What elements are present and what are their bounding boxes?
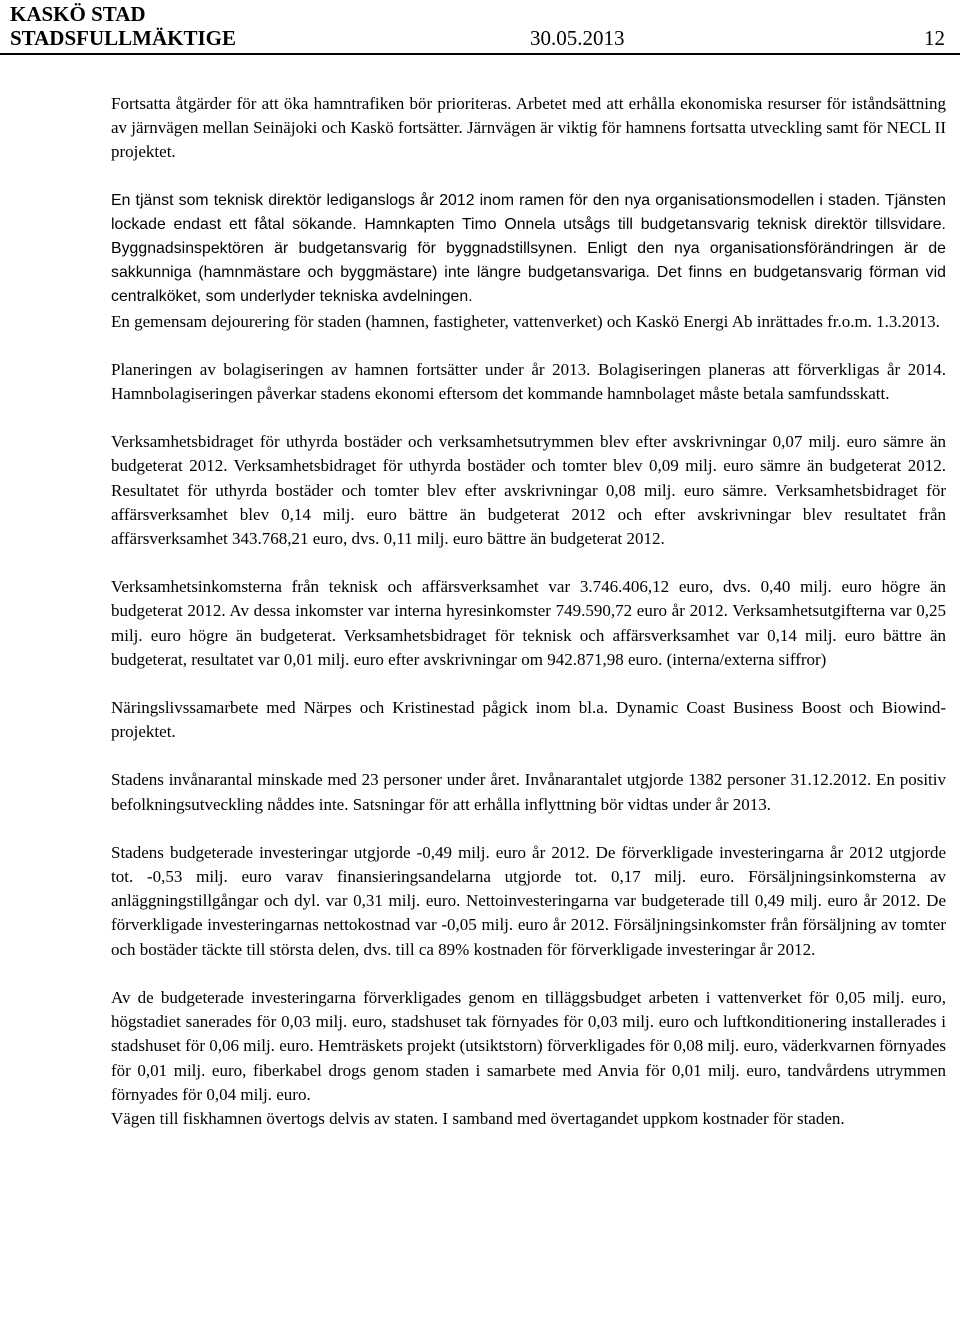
paragraph-port-incorporation: Planeringen av bolagiseringen av hamnen fortsätter under år 2013. Bolagiseringen planeras att förverkligas år 2014. Hamnbolagiseringen påverkar stadens ekonomi eftersom det kommande hamnbolaget måste betala samfundsskatt. xyxy=(111,359,946,404)
paragraph-fishing-port-road: Vägen till fiskhamnen övertogs delvis av staten. I samband med övertagandet uppkom kostnader för staden. xyxy=(111,1108,845,1128)
page-number: 12 xyxy=(924,26,945,50)
document-title: KASKÖ STAD xyxy=(10,2,146,26)
header-row xyxy=(10,26,945,50)
paragraph-technical-director: En tjänst som teknisk direktör lediganslogs år 2012 inom ramen för den nya organisationsmodellen i staden. Tjänsten lockade endast ett fåtal sökande. Hamnkapten Timo Onnela utsågs till budgetansvarig teknisk direktör tillsvidare. Byggnadsinspektören är budgetansvarig för byggnadstillsynen. Enligt den nya organisationsförändringen är de sakkunniga (hamnmästare och byggmästare) inte längre budgetansvariga. Det finns en budgetansvarig förman vid centralköket, som underlyder tekniska avdelningen. xyxy=(111,191,946,306)
paragraph-supplementary-budget: Av de budgeterade investeringarna förverkligades genom en tilläggsbudget arbeten i vattenverket för 0,05 milj. euro, högstadiet sanerades för 0,03 milj. euro, stadshuset tak förnyades för 0,03 milj. euro och luftkonditionering installerades i stadshuset för 0,06 milj. euro. Hemträskets projekt (utsiktstorn) förverkligades för 0,08 milj. euro, väderkvarnen förnyades för 0,01 milj. euro, fiberkabel drogs genom staden i samarbete med Anvia för 0,01 milj. euro, tandvårdens utrymmen förnyades för 0,04 milj. euro. xyxy=(111,987,946,1104)
paragraph-operating-income: Verksamhetsinkomsterna från teknisk och affärsverksamhet var 3.746.406,12 euro, dvs. 0,40 milj. euro högre än budgeterat 2012. Av dessa inkomster var interna hyresinkomster 749.590,72 euro år 2012. Verksamhetsutgifterna var 0,25 milj. euro högre än budgeterat. Verksamhetsbidraget för teknisk och affärsverksamhet var 0,14 milj. euro bättre än budgeterat, resultatet var 0,01 milj. euro efter avskrivningar om 942.871,98 euro. (interna/externa siffror) xyxy=(111,577,946,669)
document-subtitle: STADSFULLMÄKTIGE xyxy=(10,26,236,50)
header-divider xyxy=(0,53,960,55)
paragraph-duty-service: En gemensam dejourering för staden (hamnen, fastigheter, vattenverket) och Kaskö Energi Ab inrättades fr.o.m. 1.3.2013. xyxy=(111,311,940,331)
page-header xyxy=(10,2,945,50)
paragraph-investments: Stadens budgeterade investeringar utgjorde -0,49 milj. euro år 2012. De förverkligade investeringarna år 2012 utgjorde tot. -0,53 milj. euro varav finansieringsandelarna utgjorde tot. 0,17 milj. euro. Försäljningsinkomsterna av anläggningstillgångar och dyl. var 0,31 milj. euro. Nettoinvesteringarna var budgeterade till 0,49 milj. euro år 2012. De förverkligade investeringarnas nettokostnad var -0,05 milj. euro år 2012. Försäljningsinkomster från försäljning av tomter och bostäder täckte till största delen, dvs. till ca 89% kostnaden för förverkligade investeringar år 2012. xyxy=(111,842,946,959)
paragraph-population: Stadens invånarantal minskade med 23 personer under året. Invånarantalet utgjorde 1382 personer 31.12.2012. En positiv befolkningsutveckling nåddes inte. Satsningar för att erhålla inflyttning bör vidtas under år 2013. xyxy=(111,770,946,814)
paragraph-operating-margin: Verksamhetsbidraget för uthyrda bostäder och verksamhetsutrymmen blev efter avskrivningar 0,07 milj. euro sämre än budgeterat 2012. Verksamhetsbidraget för uthyrda bostäder och tomter blev 0,09 milj. euro sämre än budgeterat 2012. Resultatet för uthyrda bostäder och tomter blev efter avskrivningar 0,08 milj. euro sämre. Verksamhetsbidraget för affärsverksamhet blev 0,14 milj. euro bättre än budgeterat 2012 och efter avskrivningar blev resultatet från affärsverksamhet 343.768,21 euro, dvs. 0,11 milj. euro bättre än budgeterat 2012. xyxy=(111,432,946,549)
document-body xyxy=(111,92,946,1131)
meeting-date: 30.05.2013 xyxy=(530,26,625,50)
paragraph-business-cooperation: Näringslivssamarbete med Närpes och Kristinestad pågick inom bl.a. Dynamic Coast Business Boost och Biowind-projektet. xyxy=(111,698,946,742)
paragraph-railway: Fortsatta åtgärder för att öka hamntrafiken bör prioriteras. Arbetet med att erhålla ekonomiska resurser för iståndsättning av järnvägen mellan Seinäjoki och Kaskö fortsätter. Järnvägen är viktig för hamnens fortsatta utveckling samt för NECL II projektet. xyxy=(111,94,946,162)
